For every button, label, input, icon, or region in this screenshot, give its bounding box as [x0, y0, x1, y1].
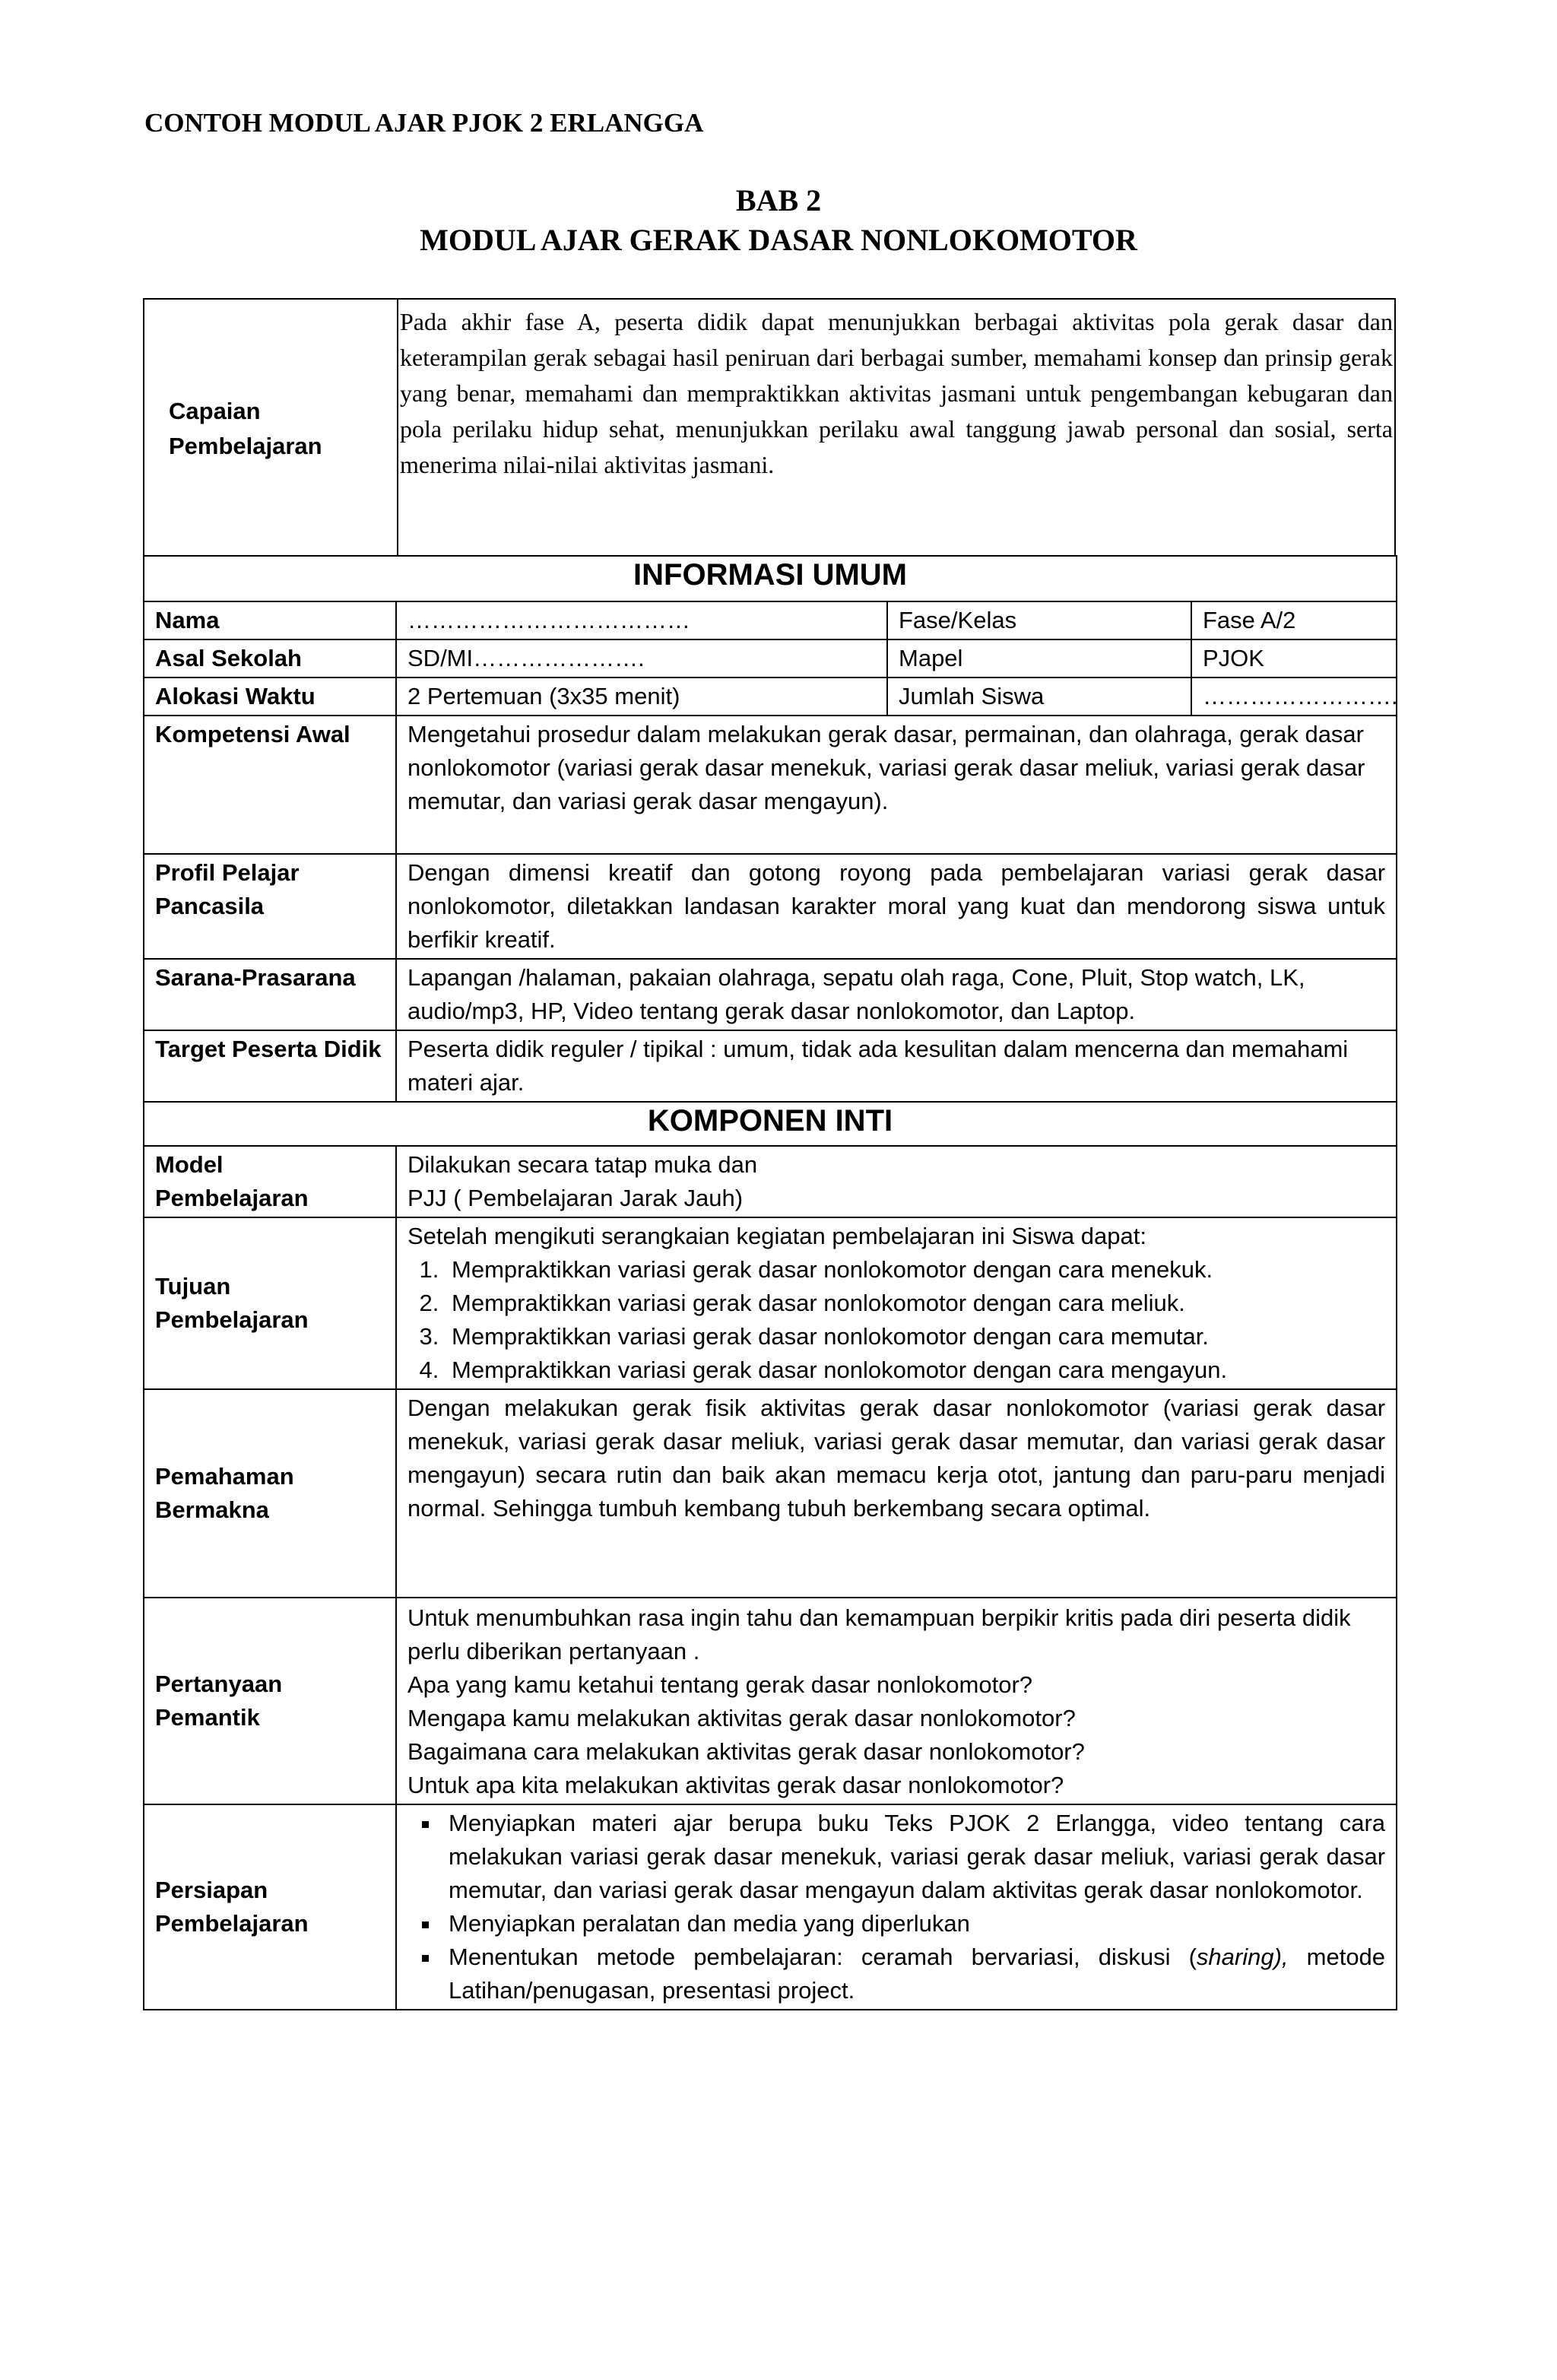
table-row-tujuan — [144, 1217, 1397, 1389]
sarana-value: Lapangan /halaman, pakaian olahraga, sepatu olah raga, Cone, Pluit, Stop watch, LK, audio/mp3, HP, Video tentang gerak dasar nonlokomotor, dan Laptop. — [396, 959, 1397, 1030]
table-row-sarana — [144, 959, 1397, 1030]
table-row-alokasi-waktu — [144, 678, 1397, 716]
target-label: Target Peserta Didik — [144, 1030, 396, 1102]
persiapan-item3-emphasis: sharing), — [1196, 1944, 1289, 1970]
pemahaman-value: Dengan melakukan gerak fisik aktivitas gerak dasar nonlokomotor (variasi gerak dasar menekuk, variasi gerak dasar meliuk, variasi gerak dasar memutar, dan variasi gerak dasar mengayun) secara rutin dan baik akan memacu kerja otot, jantung dan paru-paru menjadi normal. Sehingga tumbuh kembang tubuh berkembang secara optimal. — [396, 1389, 1397, 1598]
table-row-target — [144, 1030, 1397, 1102]
list-item: 4. Mempraktikkan variasi gerak dasar nonlokomotor dengan cara mengayun. — [446, 1353, 1385, 1387]
target-value: Peserta didik reguler / tipikal : umum, tidak ada kesulitan dalam mencerna dan memahami materi ajar. — [396, 1030, 1397, 1102]
persiapan-label — [144, 1804, 396, 2010]
model-line1: Dilakukan secara tatap muka dan — [407, 1151, 758, 1178]
document-title: CONTOH MODUL AJAR PJOK 2 ERLANGGA — [144, 108, 704, 138]
pertanyaan-label-line2: Pemantik — [155, 1704, 260, 1731]
model-line2: PJJ ( Pembelajaran Jarak Jauh) — [407, 1185, 744, 1211]
pertanyaan-value — [396, 1598, 1397, 1804]
asal-sekolah-label: Asal Sekolah — [144, 639, 396, 678]
persiapan-item3-text: Menentukan metode pembelajaran: ceramah bervariasi, diskusi ( — [449, 1944, 1197, 1970]
list-item: ▪ Menyiapkan materi ajar berupa buku Teks PJOK 2 Erlangga, video tentang cara melakukan variasi gerak dasar menekuk, variasi gerak dasar meliuk, variasi gerak dasar memutar, dan variasi gerak dasar mengayun dalam aktivitas gerak dasar nonlokomotor. — [441, 1807, 1385, 1907]
pertanyaan-item: Bagaimana cara melakukan aktivitas gerak dasar nonlokomotor? — [407, 1738, 1085, 1765]
table-row-kompetensi-awal — [144, 716, 1397, 854]
persiapan-item3-text-end: metode Latihan/penugasan, presentasi project. — [449, 1944, 1386, 2004]
pertanyaan-label — [144, 1598, 396, 1804]
list-item: ▪ Menyiapkan peralatan dan media yang diperlukan — [441, 1907, 1385, 1940]
model-label-line1: Model — [155, 1151, 224, 1178]
table-row-pertanyaan — [144, 1598, 1397, 1804]
persiapan-value — [396, 1804, 1397, 2010]
kompetensi-awal-label: Kompetensi Awal — [144, 716, 396, 854]
model-value — [396, 1146, 1397, 1217]
jumlah-siswa-value: ……………………. — [1191, 678, 1397, 716]
kompetensi-awal-value: Mengetahui prosedur dalam melakukan gerak dasar, permainan, dan olahraga, gerak dasar nonlokomotor (variasi gerak dasar menekuk, variasi gerak dasar meliuk, variasi gerak dasar memutar, dan variasi gerak dasar mengayun). — [396, 716, 1397, 854]
tujuan-label — [144, 1217, 396, 1389]
pemahaman-label — [144, 1389, 396, 1598]
tujuan-list — [407, 1253, 1385, 1387]
capaian-label — [169, 394, 389, 464]
pertanyaan-intro: Untuk menumbuhkan rasa ingin tahu dan kemampuan berpikir kritis pada diri peserta didik perlu diberikan pertanyaan . — [407, 1604, 1351, 1664]
persiapan-label-line2: Pembelajaran — [155, 1910, 309, 1937]
sarana-label: Sarana-Prasarana — [144, 959, 396, 1030]
profil-pelajar-value: Dengan dimensi kreatif dan gotong royong pada pembelajaran variasi gerak dasar nonlokomotor, diletakkan landasan karakter moral yang kuat dan mendorong siswa untuk berfikir kreatif. — [396, 854, 1397, 959]
capaian-pembelajaran-box — [143, 298, 1396, 557]
tujuan-label-line1: Tujuan — [155, 1273, 231, 1299]
pertanyaan-item: Apa yang kamu ketahui tentang gerak dasar nonlokomotor? — [407, 1671, 1033, 1698]
model-label — [144, 1146, 396, 1217]
nama-label: Nama — [144, 601, 396, 639]
alokasi-waktu-label: Alokasi Waktu — [144, 678, 396, 716]
profil-pelajar-label — [144, 854, 396, 959]
pemahaman-label-line1: Pemahaman — [155, 1463, 294, 1490]
informasi-umum-heading: INFORMASI UMUM — [144, 556, 1397, 601]
fase-kelas-value: Fase A/2 — [1191, 601, 1397, 639]
list-item — [441, 1940, 1385, 2007]
table-row-nama — [144, 601, 1397, 639]
pemahaman-label-line2: Bermakna — [155, 1496, 269, 1523]
table-row-model — [144, 1146, 1397, 1217]
komponen-inti-heading: KOMPONEN INTI — [144, 1102, 1397, 1146]
module-title: MODUL AJAR GERAK DASAR NONLOKOMOTOR — [420, 223, 1137, 257]
pertanyaan-label-line1: Pertanyaan — [155, 1671, 283, 1697]
asal-sekolah-value: SD/MI…………………. — [396, 639, 887, 678]
nama-value: ……………………………… — [396, 601, 887, 639]
capaian-text: Pada akhir fase A, peserta didik dapat menunjukkan berbagai aktivitas pola gerak dasar dan keterampilan gerak sebagai hasil peniruan dari berbagai sumber, memahami konsep dan prinsip gerak yang benar, memahami dan mempraktikkan aktivitas jasmani untuk pengembangan kebugaran dan pola perilaku hidup sehat, menunjukkan perilaku awal tanggung jawab personal dan sosial, serta menerima nilai-nilai aktivitas jasmani. — [400, 308, 1393, 478]
tujuan-value — [396, 1217, 1397, 1389]
profil-pelajar-label-line2: Pancasila — [155, 893, 265, 919]
pertanyaan-item: Untuk apa kita melakukan aktivitas gerak dasar nonlokomotor? — [407, 1772, 1064, 1798]
tujuan-intro: Setelah mengikuti serangkaian kegiatan pembelajaran ini Siswa dapat: — [407, 1223, 1146, 1249]
mapel-label: Mapel — [887, 639, 1191, 678]
jumlah-siswa-label: Jumlah Siswa — [887, 678, 1191, 716]
list-item: 3. Mempraktikkan variasi gerak dasar nonlokomotor dengan cara memutar. — [446, 1320, 1385, 1353]
list-item: 2. Mempraktikkan variasi gerak dasar nonlokomotor dengan cara meliuk. — [446, 1287, 1385, 1320]
table-row-asal-sekolah — [144, 639, 1397, 678]
module-table — [143, 555, 1397, 2010]
table-row-profil-pelajar — [144, 854, 1397, 959]
tujuan-label-line2: Pembelajaran — [155, 1306, 309, 1333]
capaian-label-line1: Capaian — [169, 398, 261, 424]
alokasi-waktu-value: 2 Pertemuan (3x35 menit) — [396, 678, 887, 716]
model-label-line2: Pembelajaran — [155, 1185, 309, 1211]
table-row-persiapan — [144, 1804, 1397, 2010]
persiapan-list — [407, 1807, 1385, 2007]
list-item: 1. Mempraktikkan variasi gerak dasar nonlokomotor dengan cara menekuk. — [446, 1253, 1385, 1287]
table-row-pemahaman — [144, 1389, 1397, 1598]
pertanyaan-item: Mengapa kamu melakukan aktivitas gerak dasar nonlokomotor? — [407, 1705, 1076, 1731]
persiapan-label-line1: Persiapan — [155, 1877, 268, 1903]
capaian-divider — [397, 300, 398, 555]
profil-pelajar-label-line1: Profil Pelajar — [155, 859, 300, 886]
chapter-heading: BAB 2 — [735, 183, 822, 217]
mapel-value: PJOK — [1191, 639, 1397, 678]
fase-kelas-label: Fase/Kelas — [887, 601, 1191, 639]
capaian-label-line2: Pembelajaran — [169, 433, 322, 459]
